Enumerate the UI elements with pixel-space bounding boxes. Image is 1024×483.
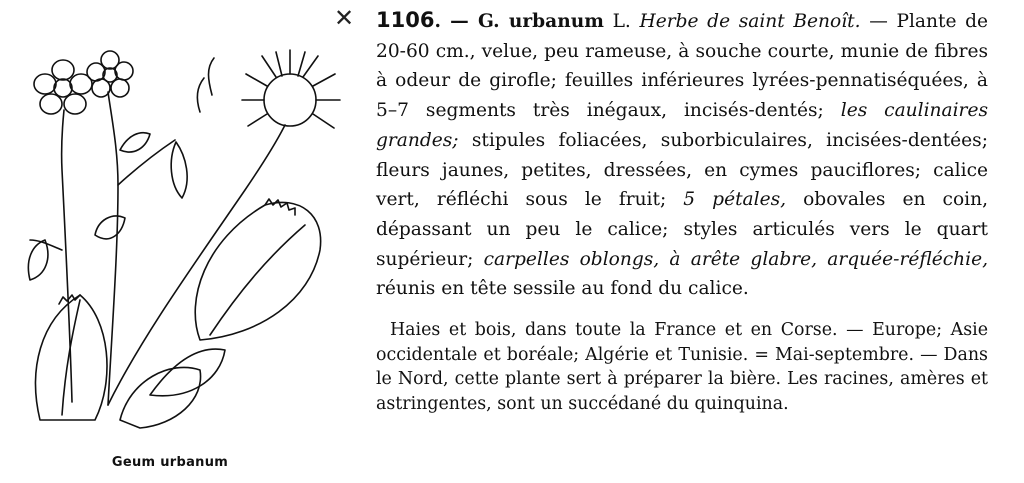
description-italic-3: carpelles oblongs, à arête glabre, arquée-réfléchie, — [483, 248, 988, 270]
common-name: Herbe de saint Benoît. — [639, 11, 861, 32]
text-block — [376, 6, 988, 416]
figure-caption: Geum urbanum — [111, 455, 229, 470]
habitat-paragraph: Haies et bois, dans toute la France et en Corse. — Europe; Asie occidentale et boréale; Algérie et Tunisie. = Mai-septembre. — Dans le Nord, cette plante sert à préparer la bière. Les racines, amères et astringentes, sont un succédané du quinquina. — [376, 320, 988, 414]
entry-dash: . — — [434, 11, 478, 32]
species-name: G. urbanum — [477, 11, 604, 32]
flower-middle — [87, 51, 133, 97]
description-part-3: obovales en coin, dépassant un peu le calice; styles articulés vers le quart supérieur; — [376, 189, 988, 270]
description-italic-1: les caulinaires grandes; — [376, 100, 988, 151]
species-entry — [376, 6, 988, 304]
entry-number: 1106 — [376, 8, 435, 32]
description-part-2: stipules foliacées, suborbiculaires, incisées-dentées; fleurs jaunes, petites, dressées, en cymes pauciflores; calice vert, réfléchi sous le fruit; — [376, 129, 988, 211]
margin-mark: ✕ — [334, 4, 355, 32]
author-abbrev: L. — [603, 11, 640, 32]
description-italic-2: 5 pétales, — [683, 189, 787, 211]
description-part-1: — Plante de 20-60 cm., velue, peu rameuse, à souche courte, munie de fibres à odeur de girofle; feuilles inférieures lyrées-pennatiséquées, à 5–7 segments très inégaux, incisés-dentés; — [376, 11, 988, 122]
description-part-4: réunis en tête sessile au fond du calice. — [376, 278, 749, 300]
plant-illustration — [0, 0, 360, 483]
flower-left — [34, 60, 92, 114]
fruit-head — [242, 50, 340, 128]
geum-urbanum-drawing — [0, 0, 360, 455]
